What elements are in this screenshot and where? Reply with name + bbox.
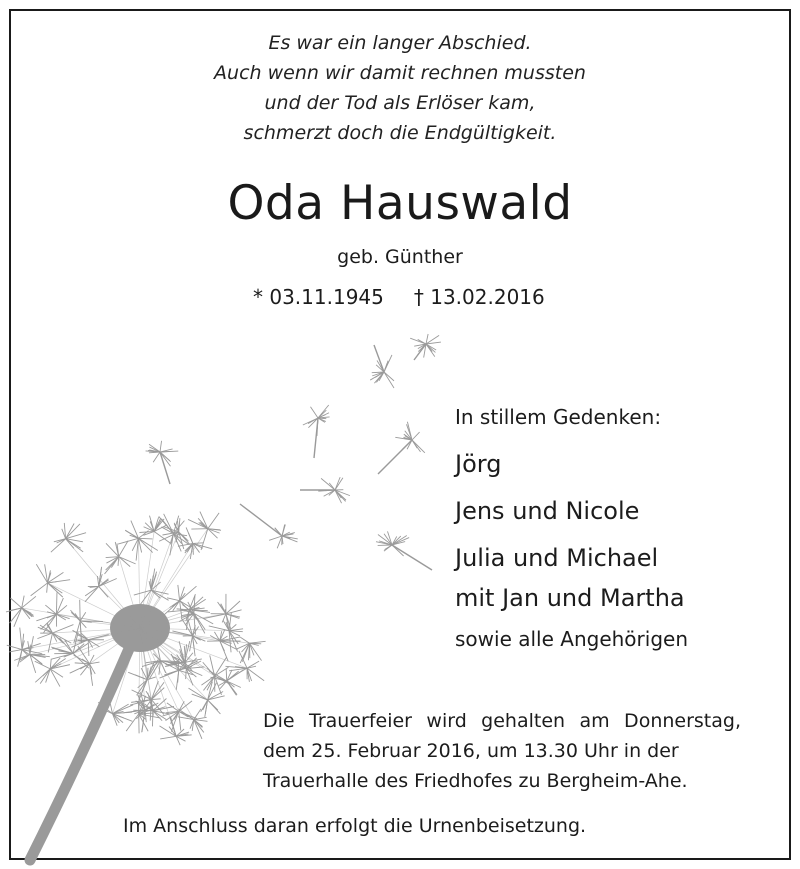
seed-fluff (236, 667, 248, 668)
funeral-announcement (263, 706, 741, 796)
flying-seed-fluff (412, 432, 420, 440)
seed-fluff (9, 650, 22, 652)
seed-fluff (10, 598, 21, 608)
funeral-line: Trauerhalle des Friedhofes zu Bergheim-Ahe. (263, 770, 688, 792)
funeral-line: Die Trauerfeier wird gehalten am Donnerstag, (263, 710, 741, 732)
seed-fluff (14, 608, 22, 627)
flying-seed-stalk (240, 504, 282, 536)
flying-seed-stalk (392, 545, 432, 570)
seed-fluff (208, 700, 218, 710)
seed-fluff (190, 636, 193, 652)
seed-fluff (20, 628, 22, 650)
seed-fluff (208, 513, 219, 529)
seed-fluff (178, 585, 180, 601)
seed-fluff (194, 613, 205, 629)
family-member: Julia und Michael (455, 544, 659, 572)
flying-seed-fluff (153, 452, 160, 462)
seed-fluff (35, 661, 50, 669)
flying-seed-fluff (160, 441, 162, 452)
seed-fluff (186, 669, 187, 680)
seed-fluff (70, 664, 90, 673)
seed-fluff (47, 583, 48, 593)
flying-seed-fluff (321, 478, 335, 490)
seed-fluff (151, 682, 164, 699)
seed-fluff (220, 681, 227, 689)
verse-line: Es war ein langer Abschied. (268, 32, 532, 54)
family-member: Jens und Nicole (455, 497, 640, 525)
birth-name: geb. Günther (337, 246, 463, 268)
seed-fluff (188, 533, 192, 544)
flying-seed-fluff (384, 361, 388, 372)
seed-fluff (80, 621, 81, 640)
family-member: mit Jan und Martha (455, 584, 685, 612)
seed-fluff (179, 711, 181, 730)
seed-fluff (106, 557, 119, 570)
seed-fluff (151, 699, 160, 700)
flying-seed-fluff (310, 407, 318, 418)
seed-fluff (7, 645, 22, 649)
flying-seed-fluff (149, 452, 160, 453)
flying-seed-fluff (318, 410, 326, 418)
seed-fluff (138, 538, 152, 539)
mourning-intro: In stillem Gedenken: (455, 405, 662, 429)
seed-fluff (188, 519, 208, 528)
seed-fluff (226, 669, 227, 681)
seed-fluff (138, 538, 157, 550)
flying-seed-fluff (412, 440, 421, 452)
seed-fluff (48, 583, 63, 597)
memorial-verse (0, 28, 800, 148)
flying-seed-fluff (392, 538, 409, 545)
seed-fluff (221, 604, 226, 614)
flying-seed-fluff (385, 545, 392, 550)
seed-fluff (208, 696, 225, 700)
seed-fluff (56, 592, 57, 614)
seed-fluff (139, 714, 148, 731)
birth-date: * 03.11.1945 (253, 285, 384, 309)
seed-fluff (249, 643, 261, 660)
verse-line: Auch wenn wir damit rechnen mussten (214, 62, 586, 84)
verse-line: schmerzt doch die Endgültigkeit. (243, 122, 557, 144)
seed-fluff (179, 701, 192, 711)
seed-fluff (179, 518, 180, 532)
flying-seed-fluff (160, 451, 170, 452)
seed-fluff (167, 598, 180, 601)
seed-fluff (204, 614, 226, 619)
dandelion-stem (30, 628, 138, 860)
seed-fluff (126, 714, 139, 731)
relatives-note: sowie alle Angehörigen (455, 627, 688, 651)
life-dates (253, 283, 545, 311)
family-member: Jörg (455, 450, 502, 478)
seed-fluff (176, 670, 179, 690)
seed-fluff (80, 612, 86, 621)
verse-line: und der Tod als Erlöser kam, (264, 92, 536, 114)
seed-fluff (163, 601, 179, 616)
flying-seed-fluff (325, 490, 335, 491)
funeral-line: dem 25. Februar 2016, um 13.30 Uhr in der (263, 740, 679, 762)
flying-seed-fluff (402, 440, 412, 450)
flying-seed-fluff (269, 536, 282, 540)
seed-fluff (88, 640, 89, 656)
seed-fluff (193, 543, 204, 544)
seed-fluff (194, 709, 201, 720)
seed-fluff (37, 633, 52, 639)
death-date: † 13.02.2016 (413, 285, 545, 309)
seed-fluff (119, 557, 136, 564)
seed-fluff (249, 641, 265, 643)
seed-fluff (160, 736, 176, 739)
urn-burial-note: Im Anschluss daran erfolgt die Urnenbeisetzung. (123, 815, 587, 837)
seed-fluff (219, 681, 227, 685)
deceased-name: Oda Hauswald (227, 176, 573, 231)
flying-seed-fluff (277, 536, 282, 548)
seed-fluff (31, 583, 48, 596)
